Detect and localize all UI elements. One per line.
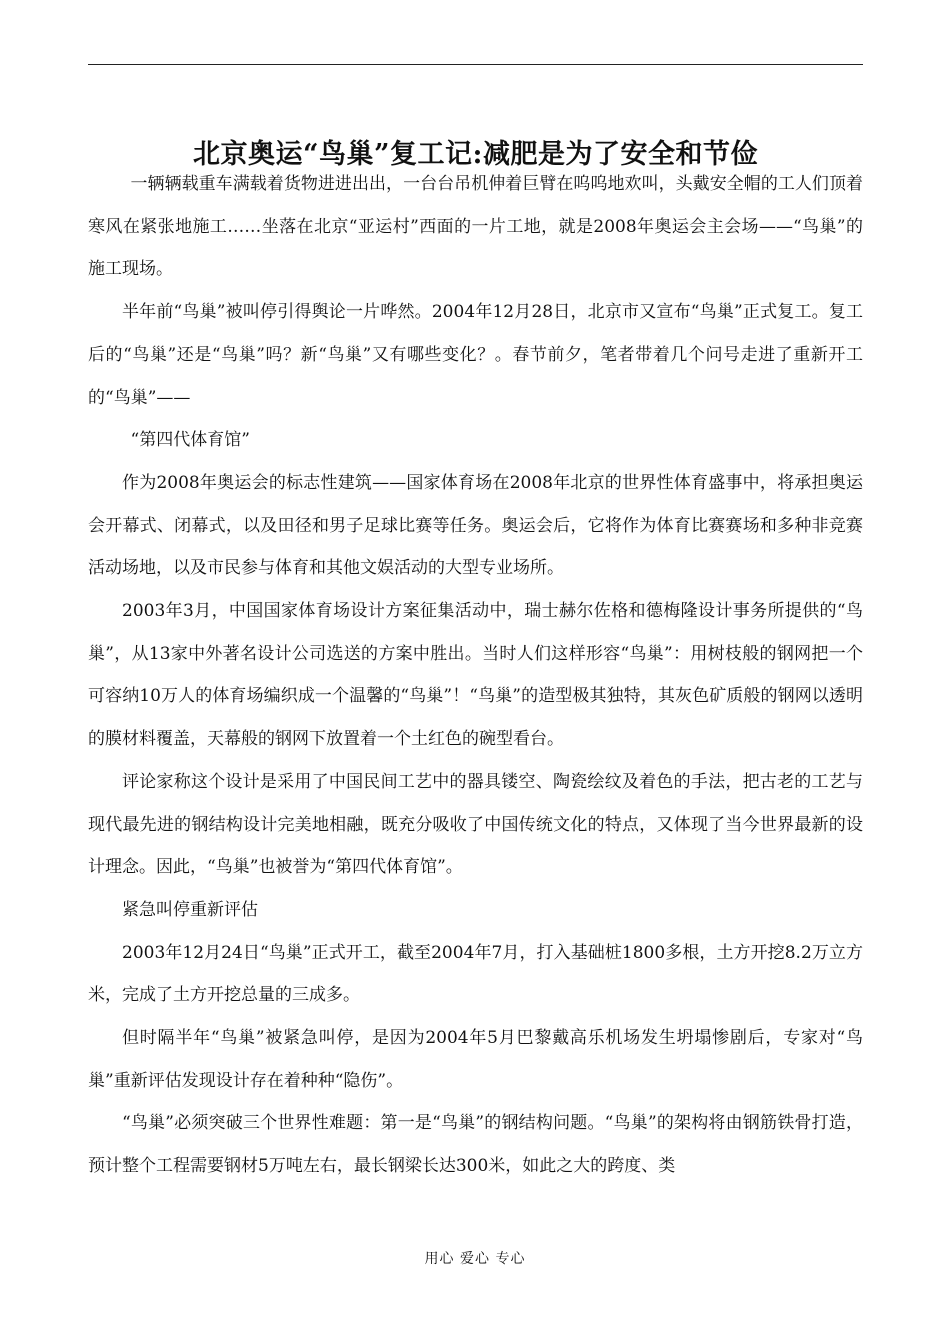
header-rule: [88, 64, 863, 65]
paragraph-intro: 一辆辆载重车满载着货物进进出出，一台台吊机伸着巨臂在呜呜地欢叫，头戴安全帽的工人们顶着寒风在紧张地施工……坐落在北京“亚运村”西面的一片工地，就是2008年奥运会主会场——“鸟巢”的施工现场。: [88, 174, 863, 280]
page-footer: 用心 爱心 专心: [424, 1251, 526, 1267]
paragraph-landmark: 作为2008年奥运会的标志性建筑——国家体育场在2008年北京的世界性体育盛事中，将承担奥运会开幕式、闭幕式，以及田径和男子足球比赛等任务。奥运会后，它将作为体育比赛赛场和多种非竞赛活动场地，以及市民参与体育和其他文娱活动的大型专业场所。: [88, 472, 863, 579]
section-heading-emergency-halt: 紧急叫停重新评估: [122, 899, 258, 920]
paragraph-critics: 评论家称这个设计是采用了中国民间工艺中的器具镂空、陶瓷绘纹及着色的手法，把古老的工艺与现代最先进的钢结构设计完美地相融，既充分吸收了中国传统文化的特点，又体现了当今世界最新的设计理念。因此，“鸟巢”也被誉为“第四代体育馆”。: [88, 771, 863, 878]
section-heading-fourth-gen-stadium: “第四代体育馆”: [130, 430, 250, 451]
article-body: [88, 163, 863, 1188]
paragraph-challenges: “鸟巢”必须突破三个世界性难题：第一是“鸟巢”的钢结构问题。“鸟巢”的架构将由钢筋铁骨打造，预计整个工程需要钢材5万吨左右，最长钢梁长达300米，如此之大的跨度、类: [88, 1113, 863, 1177]
paragraph-halt-reason: 但时隔半年“鸟巢”被紧急叫停，是因为2004年5月巴黎戴高乐机场发生坍塌惨剧后，专家对“鸟巢”重新评估发现设计存在着种种“隐伤”。: [88, 1028, 863, 1091]
article-title: 北京奥运“鸟巢”复工记:减肥是为了安全和节俭: [192, 139, 759, 171]
paragraph-construction-start: 2003年12月24日“鸟巢”正式开工，截至2004年7月，打入基础桩1800多根，土方开挖8.2万立方米，完成了土方开挖总量的三成多。: [88, 942, 863, 1006]
paragraph-design-competition: 2003年3月，中国国家体育场设计方案征集活动中，瑞士赫尔佐格和德梅隆设计事务所提供的“鸟巢”，从13家中外著名设计公司选送的方案中胜出。当时人们这样形容“鸟巢”：用树枝般的钢网把一个可容纳10万人的体育场编织成一个温馨的“鸟巢”！“鸟巢”的造型极其独特，其灰色矿质般的钢网以透明的膜材料覆盖，天幕般的钢网下放置着一个土红色的碗型看台。: [88, 601, 863, 750]
paragraph-shutdown: 半年前“鸟巢”被叫停引得舆论一片哗然。2004年12月28日，北京市又宣布“鸟巢”正式复工。复工后的“鸟巢”还是“鸟巢”吗？新“鸟巢”又有哪些变化？。春节前夕，笔者带着几个问号走进了重新开工的“鸟巢”——: [88, 302, 863, 408]
